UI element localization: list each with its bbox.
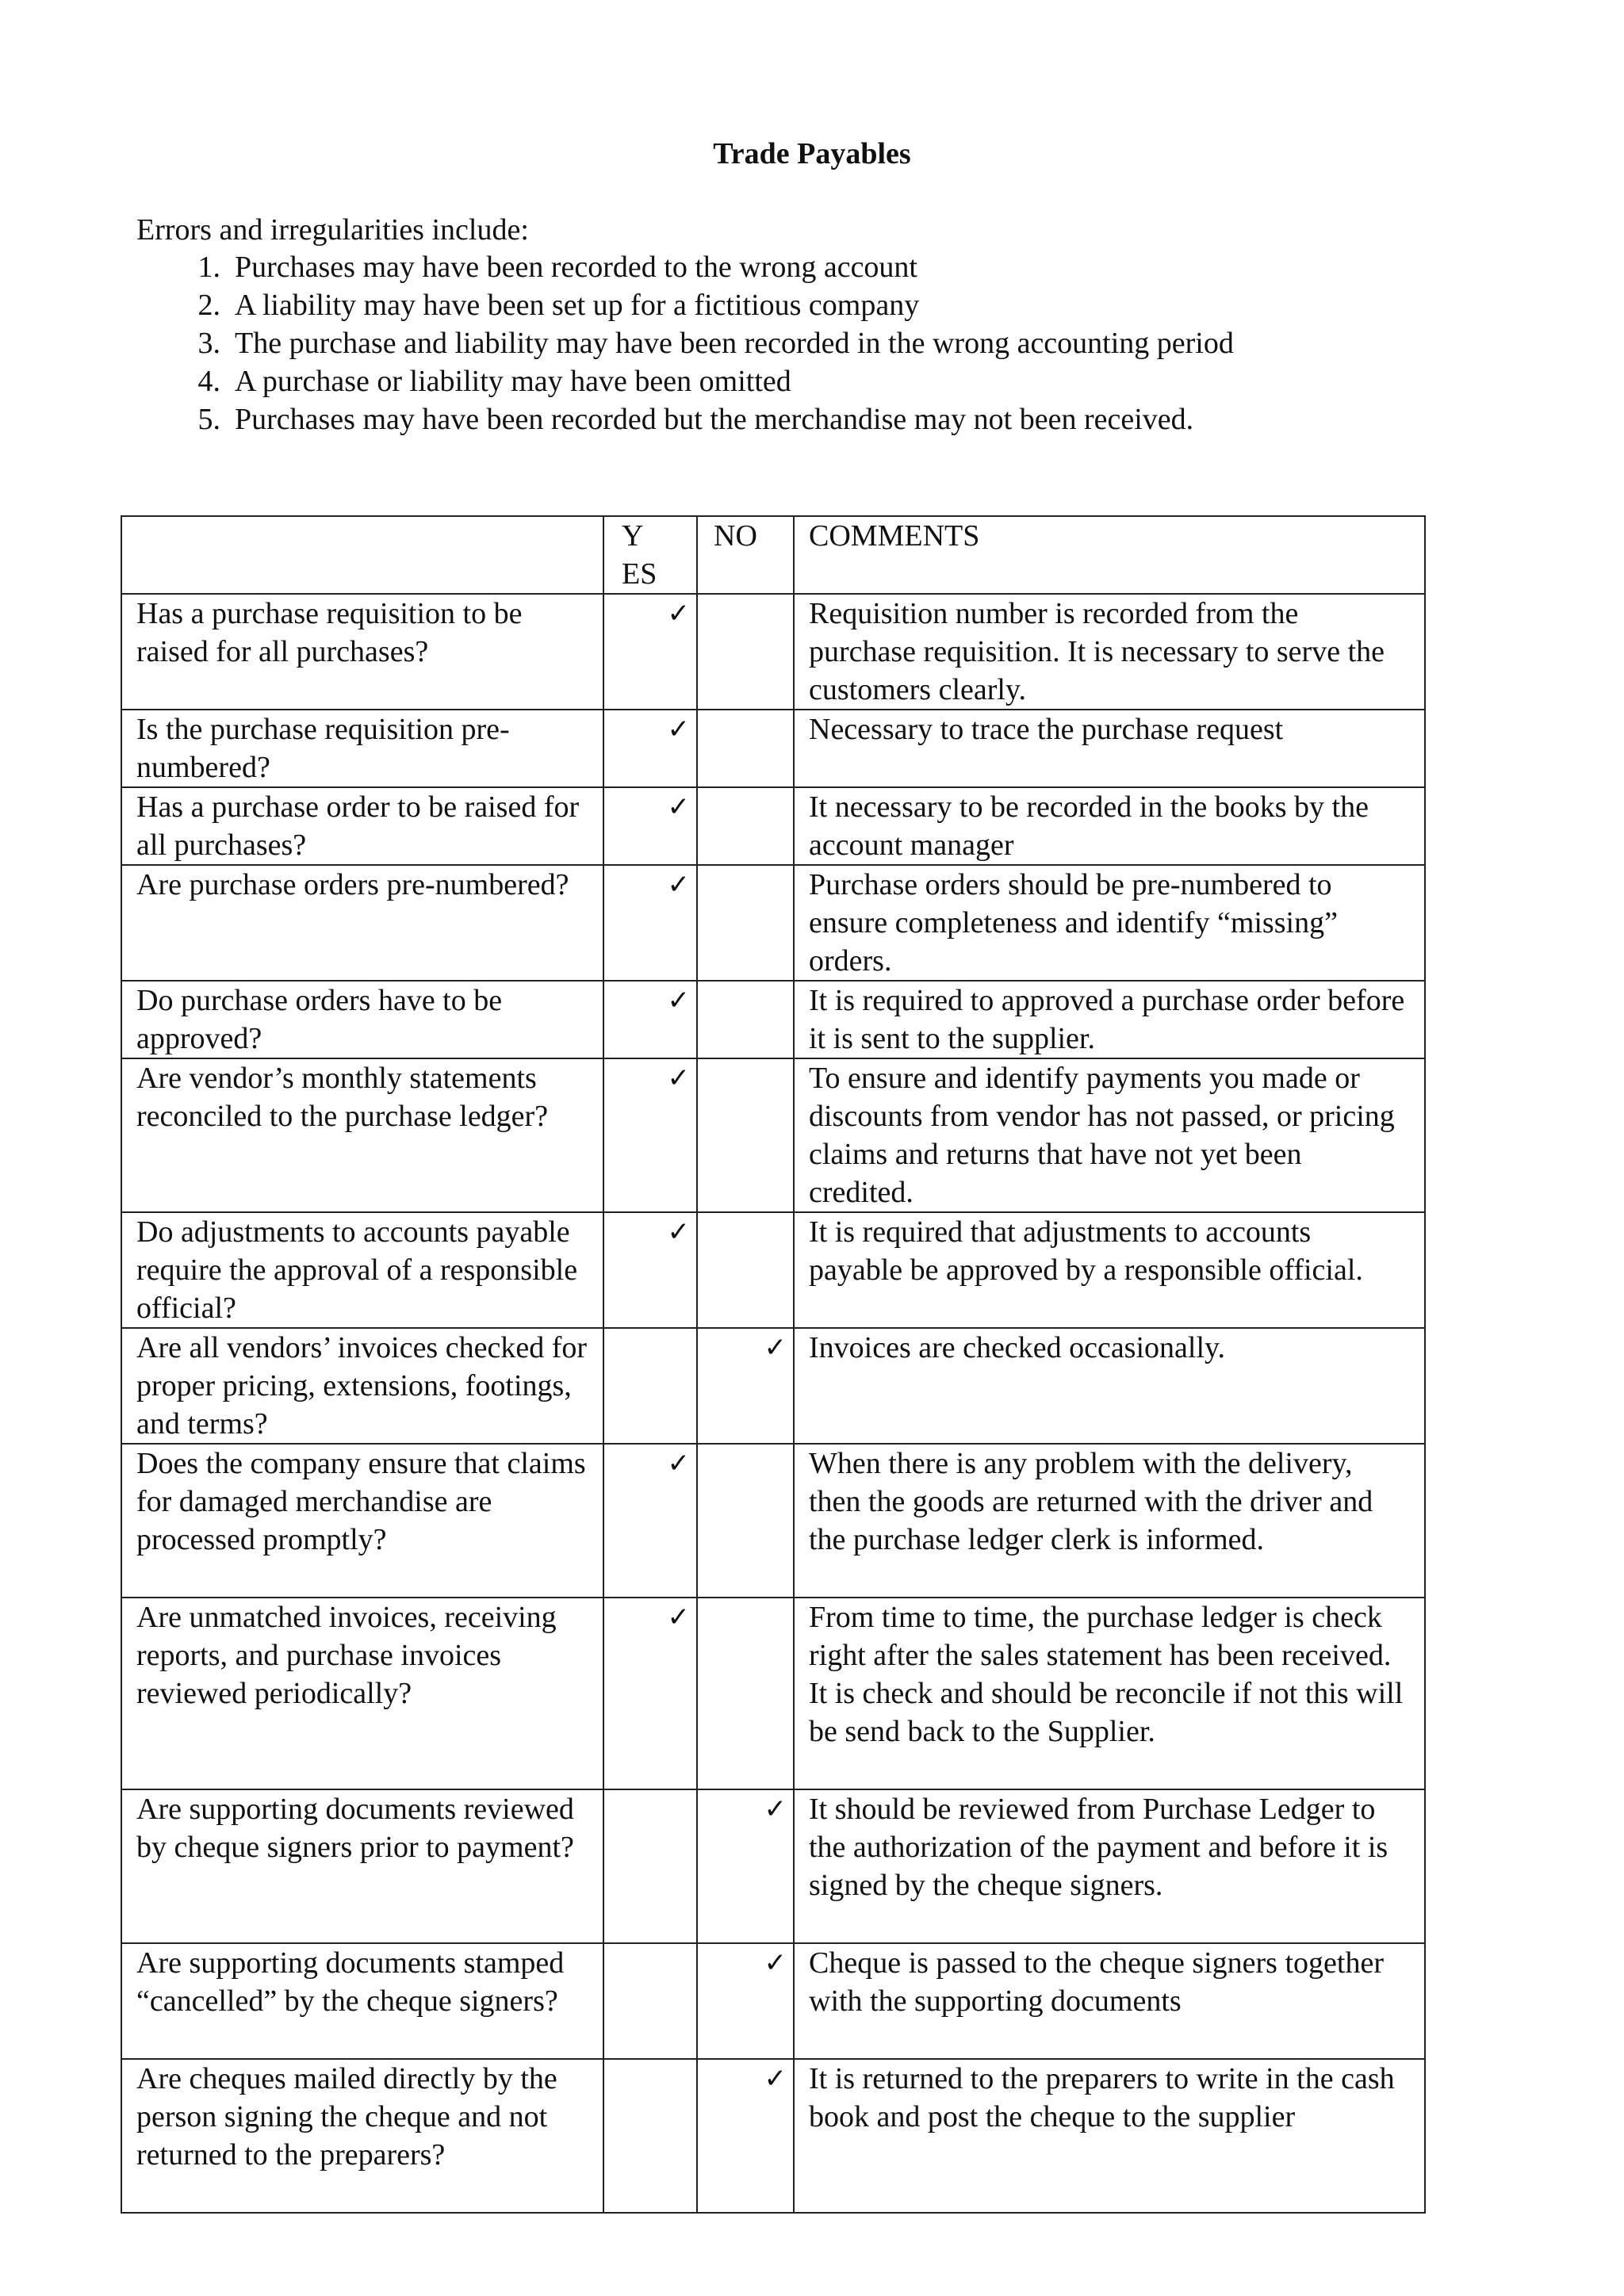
comment-cell: Cheque is passed to the cheque signers together with the supporting documents [794, 1943, 1425, 2059]
no-check-icon [697, 865, 794, 981]
table-row [121, 1328, 1425, 1444]
yes-check-icon: ✓ [603, 1058, 697, 1212]
no-check-icon [697, 1598, 794, 1789]
no-check-icon [697, 1058, 794, 1212]
yes-check-icon [603, 2059, 697, 2213]
yes-check-icon [603, 1789, 697, 1943]
header-yes-line-2: ES [622, 557, 657, 591]
comment-cell: Invoices are checked occasionally. [794, 1328, 1425, 1444]
list-number: 1. [197, 251, 220, 284]
table-row [121, 1444, 1425, 1598]
header-yes [603, 516, 697, 594]
no-check-icon: ✓ [697, 1943, 794, 2059]
question-cell: Are all vendors’ invoices checked for proper pricing, extensions, footings, and terms? [121, 1328, 603, 1444]
yes-check-icon: ✓ [603, 710, 697, 787]
question-cell: Do adjustments to accounts payable require the approval of a responsible official? [121, 1212, 603, 1328]
list-item [173, 400, 1234, 438]
question-cell: Are purchase orders pre-numbered? [121, 865, 603, 981]
comment-cell: From time to time, the purchase ledger is check right after the sales statement has been received. It is check and should be reconcile if not this will be send back to the Supplier. [794, 1598, 1425, 1789]
yes-check-icon [603, 1328, 697, 1444]
no-check-icon: ✓ [697, 1789, 794, 1943]
list-number: 3. [197, 327, 220, 360]
comment-cell: It is returned to the preparers to write in the cash book and post the cheque to the supplier [794, 2059, 1425, 2213]
table-row [121, 1212, 1425, 1328]
table-row [121, 981, 1425, 1058]
internal-control-checklist-table [121, 515, 1426, 2214]
question-cell: Is the purchase requisition pre-numbered? [121, 710, 603, 787]
header-comments: COMMENTS [794, 516, 1425, 594]
question-cell: Are vendor’s monthly statements reconciled to the purchase ledger? [121, 1058, 603, 1212]
question-cell: Are cheques mailed directly by the person signing the cheque and not returned to the preparers? [121, 2059, 603, 2213]
list-text: A liability may have been set up for a fictitious company [235, 289, 920, 322]
no-check-icon [697, 981, 794, 1058]
table-row [121, 865, 1425, 981]
table-row [121, 1598, 1425, 1789]
comment-cell: To ensure and identify payments you made or discounts from vendor has not passed, or pricing claims and returns that have not yet been credited. [794, 1058, 1425, 1212]
question-cell: Are supporting documents stamped “cancelled” by the cheque signers? [121, 1943, 603, 2059]
list-number: 2. [197, 289, 220, 322]
yes-check-icon: ✓ [603, 594, 697, 710]
comment-cell: It necessary to be recorded in the books by the account manager [794, 787, 1425, 865]
list-number: 4. [197, 365, 220, 398]
table-row [121, 1058, 1425, 1212]
question-cell: Does the company ensure that claims for damaged merchandise are processed promptly? [121, 1444, 603, 1598]
yes-check-icon: ✓ [603, 865, 697, 981]
header-question [121, 516, 603, 594]
no-check-icon [697, 710, 794, 787]
table-header-row [121, 516, 1425, 594]
page-title: Trade Payables [713, 137, 911, 170]
list-text: A purchase or liability may have been omitted [235, 365, 791, 398]
list-item [173, 286, 1234, 324]
no-check-icon [697, 594, 794, 710]
comment-cell: Purchase orders should be pre-numbered to ensure completeness and identify “missing” orders. [794, 865, 1425, 981]
comment-cell: Requisition number is recorded from the purchase requisition. It is necessary to serve the customers clearly. [794, 594, 1425, 710]
comment-cell: When there is any problem with the delivery, then the goods are returned with the driver and the purchase ledger clerk is informed. [794, 1444, 1425, 1598]
yes-check-icon [603, 1943, 697, 2059]
header-no: NO [697, 516, 794, 594]
no-check-icon: ✓ [697, 2059, 794, 2213]
errors-intro: Errors and irregularities include: [136, 213, 529, 247]
table-row [121, 1789, 1425, 1943]
table-row [121, 710, 1425, 787]
list-text: Purchases may have been recorded to the wrong account [235, 251, 917, 284]
question-cell: Has a purchase order to be raised for all purchases? [121, 787, 603, 865]
question-cell: Are unmatched invoices, receiving reports, and purchase invoices reviewed periodically? [121, 1598, 603, 1789]
no-check-icon [697, 787, 794, 865]
question-cell: Has a purchase requisition to be raised for all purchases? [121, 594, 603, 710]
yes-check-icon: ✓ [603, 1212, 697, 1328]
yes-check-icon: ✓ [603, 981, 697, 1058]
table-row [121, 1943, 1425, 2059]
no-check-icon [697, 1444, 794, 1598]
list-item [173, 248, 1234, 286]
comment-cell: It is required to approved a purchase order before it is sent to the supplier. [794, 981, 1425, 1058]
question-cell: Do purchase orders have to be approved? [121, 981, 603, 1058]
table-row [121, 787, 1425, 865]
list-number: 5. [197, 403, 220, 436]
list-item [173, 362, 1234, 400]
comment-cell: Necessary to trace the purchase request [794, 710, 1425, 787]
table-row [121, 2059, 1425, 2213]
yes-check-icon: ✓ [603, 1598, 697, 1789]
question-cell: Are supporting documents reviewed by cheque signers prior to payment? [121, 1789, 603, 1943]
list-text: The purchase and liability may have been recorded in the wrong accounting period [235, 327, 1234, 360]
header-yes-line-1: Y [622, 519, 644, 553]
comment-cell: It is required that adjustments to accounts payable be approved by a responsible official. [794, 1212, 1425, 1328]
comment-cell: It should be reviewed from Purchase Ledger to the authorization of the payment and before it is signed by the cheque signers. [794, 1789, 1425, 1943]
no-check-icon: ✓ [697, 1328, 794, 1444]
list-item [173, 324, 1234, 362]
table-row [121, 594, 1425, 710]
yes-check-icon: ✓ [603, 787, 697, 865]
yes-check-icon: ✓ [603, 1444, 697, 1598]
error-list [173, 248, 1234, 438]
list-text: Purchases may have been recorded but the merchandise may not been received. [235, 403, 1194, 436]
no-check-icon [697, 1212, 794, 1328]
